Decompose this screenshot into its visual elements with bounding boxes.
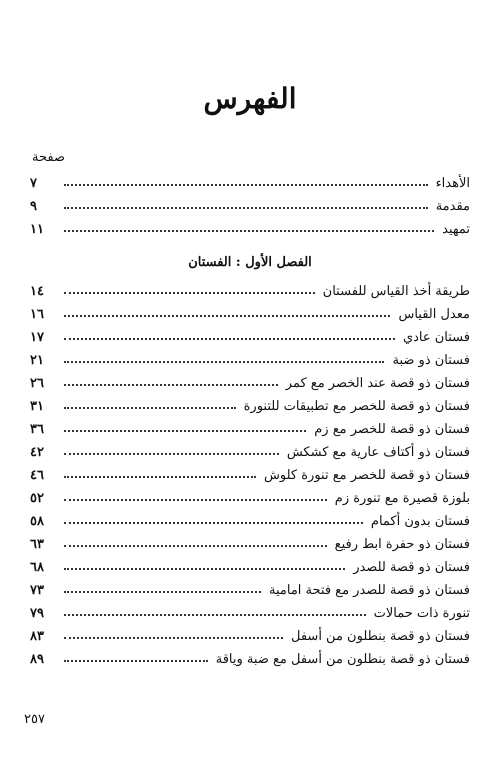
toc-entry-page: ٢٦	[30, 376, 44, 391]
toc-entry-page: ٦٣	[30, 537, 44, 552]
toc-entry-title: فستان بدون أكمام	[370, 514, 470, 529]
toc-entry-title: فستان ذو قصة بنطلون من أسفل	[291, 629, 470, 644]
toc-entry-page: ٥٢	[30, 491, 44, 506]
dot-leader	[64, 545, 327, 547]
toc-entry	[30, 414, 470, 437]
dot-leader	[64, 614, 366, 616]
dot-leader	[64, 453, 279, 455]
toc-entry-title: بلوزة قصيرة مع تنورة زم	[334, 491, 470, 506]
toc-entry-page: ١٦	[30, 307, 44, 322]
dot-leader	[64, 430, 306, 432]
toc-entry-page: ٨٩	[30, 652, 44, 667]
toc-entry	[30, 168, 470, 191]
toc-entry-title: تنورة ذات حمالات	[373, 606, 470, 621]
toc-entry	[30, 276, 470, 299]
toc-entry-title: فستان ذو أكتاف عارية مع كشكش	[286, 445, 470, 460]
dot-leader	[64, 184, 428, 186]
dot-leader	[64, 568, 345, 570]
toc-entry	[30, 644, 470, 667]
toc-entry	[30, 437, 470, 460]
dot-leader	[64, 499, 327, 501]
dot-leader	[64, 292, 315, 294]
dot-leader	[64, 522, 363, 524]
dot-leader	[64, 207, 428, 209]
page-column-label: صفحة	[32, 150, 65, 165]
dot-leader	[64, 361, 384, 363]
toc-entry-title: فستان ذو قصة بنطلون من أسفل مع ضبة وياقة	[215, 652, 470, 667]
dot-leader	[64, 637, 283, 639]
dot-leader	[64, 230, 434, 232]
toc-entry	[30, 368, 470, 391]
dot-leader	[64, 591, 261, 593]
toc-chapter-one	[30, 276, 470, 667]
toc-entry	[30, 621, 470, 644]
toc-entry	[30, 391, 470, 414]
toc-entry-page: ٧٣	[30, 583, 44, 598]
toc-entry-page: ٧٩	[30, 606, 44, 621]
toc-entry-page: ٤٦	[30, 468, 44, 483]
toc-entry-page: ٩	[30, 199, 37, 214]
toc-entry-title: معدل القياس	[398, 307, 470, 322]
toc-entry-title: فستان ذو ضبة	[392, 353, 470, 368]
footer-page-number: ٢٥٧	[24, 712, 45, 727]
dot-leader	[64, 407, 236, 409]
toc-entry-page: ٤٢	[30, 445, 44, 460]
toc-entry-title: فستان ذو قصة للخصر مع زم	[314, 422, 470, 437]
toc-entry-page: ١١	[30, 222, 44, 237]
toc-entry	[30, 483, 470, 506]
dot-leader	[64, 384, 278, 386]
toc-entry-page: ٣١	[30, 399, 44, 414]
toc-entry-title: فستان ذو قصة للصدر	[353, 560, 470, 575]
toc-entry-title: فستان ذو قصة للخصر مع تنورة كلوش	[264, 468, 470, 483]
toc-entry	[30, 345, 470, 368]
toc-entry-title: فستان ذو حفرة ابط رفيع	[334, 537, 470, 552]
toc-entry-title: فستان ذو قصة للخصر مع تطبيقات للتنورة	[243, 399, 470, 414]
toc-entry-page: ٦٨	[30, 560, 44, 575]
toc-entry	[30, 191, 470, 214]
toc-entry-title: فستان عادي	[402, 330, 470, 345]
toc-entry-title: مقدمة	[435, 199, 470, 214]
toc-entry-page: ٣٦	[30, 422, 44, 437]
dot-leader	[64, 476, 256, 478]
toc-entry-page: ٨٣	[30, 629, 44, 644]
toc-entry-title: فستان ذو قصة للصدر مع فتحة امامية	[269, 583, 470, 598]
toc-entry	[30, 299, 470, 322]
toc-entry-page: ١٤	[30, 284, 44, 299]
toc-entry	[30, 598, 470, 621]
dot-leader	[64, 315, 390, 317]
toc-entry-page: ٧	[30, 176, 37, 191]
dot-leader	[64, 660, 208, 662]
page-title: الفهرس	[203, 82, 297, 115]
toc-entry-title: الأهداء	[435, 176, 470, 191]
toc-entry	[30, 529, 470, 552]
toc-entry-page: ١٧	[30, 330, 44, 345]
toc-entry	[30, 322, 470, 345]
toc-intro	[30, 168, 470, 237]
toc-entry-title: طريقة أخذ القياس للفستان	[322, 284, 470, 299]
toc-entry-title: تمهيد	[442, 222, 470, 237]
toc-entry	[30, 552, 470, 575]
toc-entry	[30, 575, 470, 598]
toc-entry	[30, 214, 470, 237]
toc-entry	[30, 506, 470, 529]
toc-entry-page: ٥٨	[30, 514, 44, 529]
toc-entry-title: فستان ذو قصة عند الخصر مع كمر	[285, 376, 470, 391]
dot-leader	[64, 338, 395, 340]
chapter-heading: الفصل الأول : الفستان	[188, 255, 312, 270]
toc-entry-page: ٢١	[30, 353, 44, 368]
toc-entry	[30, 460, 470, 483]
